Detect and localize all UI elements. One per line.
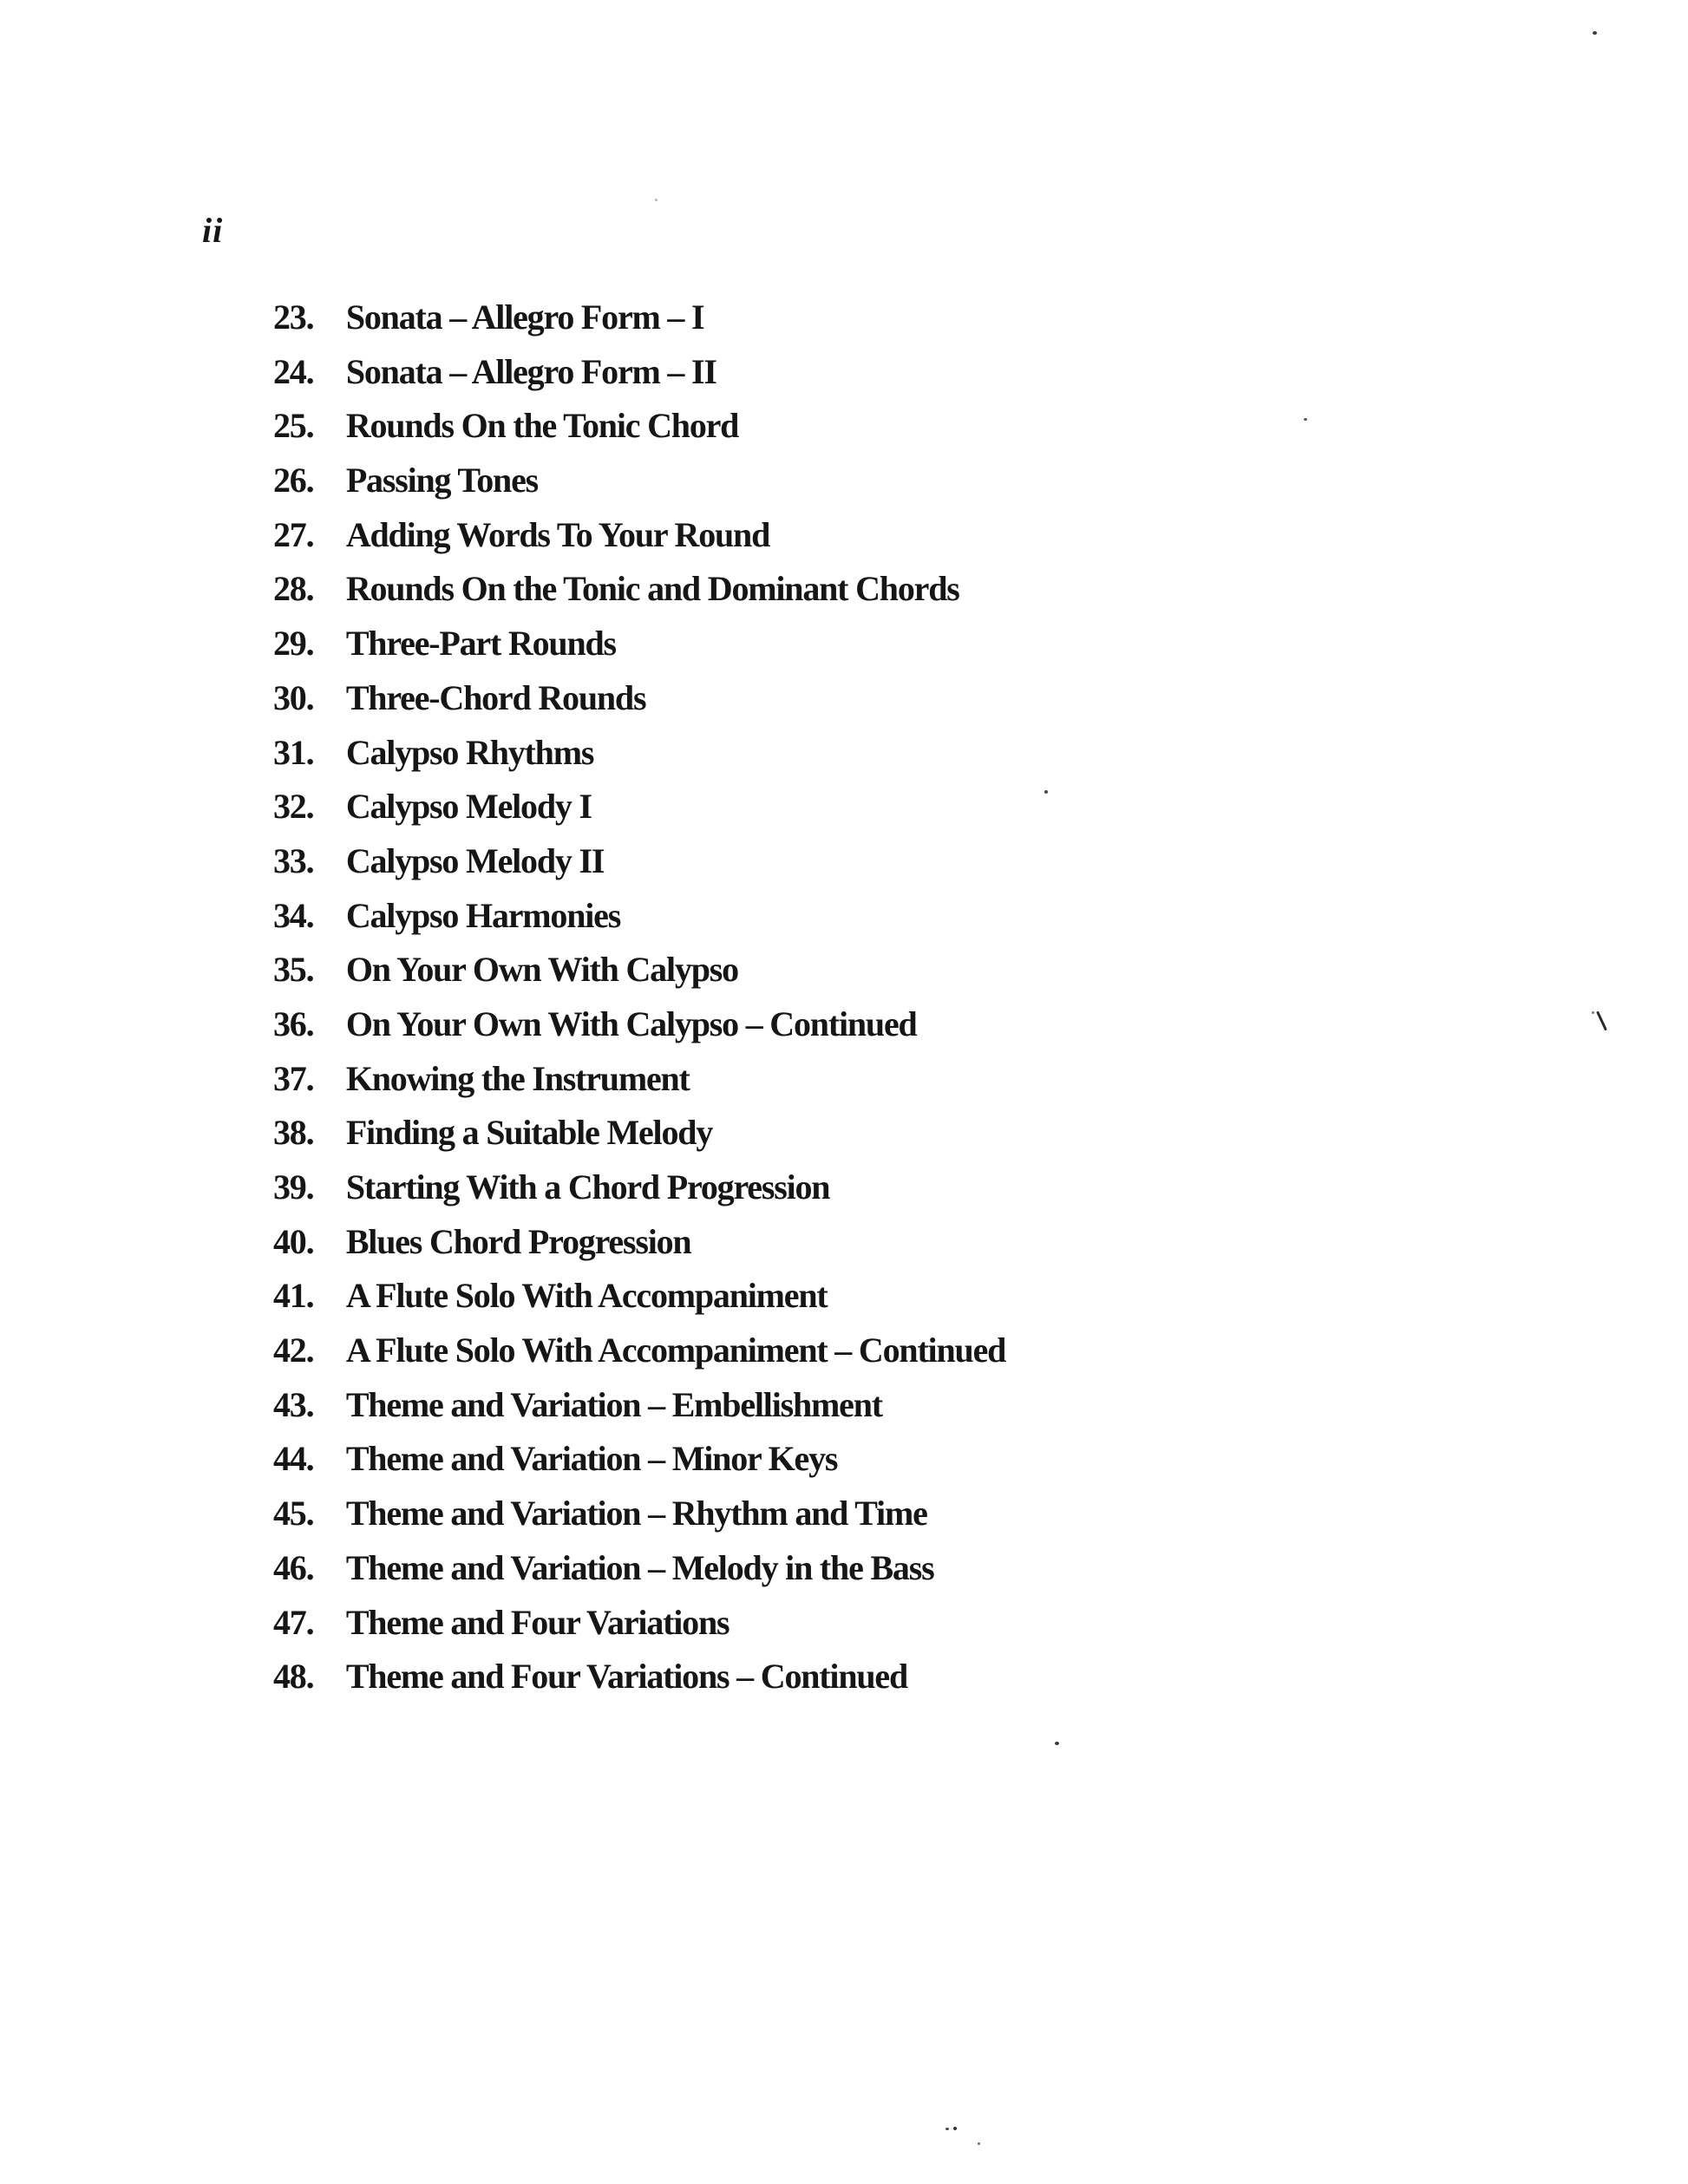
toc-item-title: Finding a Suitable Melody xyxy=(345,1113,713,1153)
toc-item-title: Calypso Melody II xyxy=(345,840,605,880)
toc-item xyxy=(273,671,1005,726)
scan-speck xyxy=(953,2127,957,2130)
toc-item xyxy=(273,997,1005,1052)
toc-item xyxy=(273,1596,1005,1651)
toc-item-title: Theme and Variation – Melody in the Bass xyxy=(345,1547,934,1587)
toc-item-number: 40. xyxy=(273,1221,314,1261)
toc-item-number: 30. xyxy=(273,677,314,717)
toc-item-number: 29. xyxy=(273,624,314,664)
toc-item-number: 33. xyxy=(273,840,314,880)
toc-list xyxy=(273,291,1005,1704)
toc-item xyxy=(273,1161,1005,1215)
toc-item xyxy=(273,399,1005,454)
toc-item-title: Rounds On the Tonic and Dominant Chords xyxy=(345,569,959,609)
toc-item xyxy=(273,780,1005,834)
toc-item-number: 31. xyxy=(273,732,314,772)
toc-item xyxy=(273,1541,1005,1596)
toc-item xyxy=(273,345,1005,400)
toc-item xyxy=(273,1324,1005,1378)
toc-item-number: 43. xyxy=(273,1384,314,1424)
toc-item-title: Starting With a Chord Progression xyxy=(345,1167,830,1206)
toc-item-title: Rounds On the Tonic Chord xyxy=(345,406,739,446)
scan-speck xyxy=(1044,790,1048,794)
scan-speck xyxy=(655,199,658,201)
toc-item-title: A Flute Solo With Accompaniment xyxy=(345,1276,828,1316)
toc-item xyxy=(273,1432,1005,1487)
toc-item-number: 41. xyxy=(273,1276,314,1316)
toc-item-number: 25. xyxy=(273,406,314,446)
toc-item xyxy=(273,562,1005,617)
toc-item xyxy=(273,291,1005,345)
toc-item-title: Sonata – Allegro Form – II xyxy=(345,351,716,391)
toc-item-title: Theme and Variation – Minor Keys xyxy=(345,1439,838,1479)
toc-item xyxy=(273,1269,1005,1324)
toc-item-title: Three-Chord Rounds xyxy=(345,677,646,717)
toc-item-title: Knowing the Instrument xyxy=(345,1058,690,1098)
toc-item xyxy=(273,834,1005,889)
toc-item-number: 38. xyxy=(273,1113,314,1153)
toc-item-number: 27. xyxy=(273,514,314,554)
toc-item-title: Calypso Melody I xyxy=(345,787,592,827)
toc-item xyxy=(273,1487,1005,1541)
toc-item xyxy=(273,1378,1005,1433)
toc-item xyxy=(273,726,1005,781)
scan-speck xyxy=(1304,418,1307,421)
toc-item-title: Adding Words To Your Round xyxy=(345,514,770,554)
toc-item-title: Three-Part Rounds xyxy=(345,624,616,664)
toc-item-number: 46. xyxy=(273,1547,314,1587)
toc-item xyxy=(273,1650,1005,1704)
toc-item-number: 26. xyxy=(273,461,314,500)
scan-speck xyxy=(1592,1011,1594,1014)
toc-item-number: 37. xyxy=(273,1058,314,1098)
toc-item xyxy=(273,454,1005,508)
toc-item xyxy=(273,1215,1005,1270)
page-number: ii xyxy=(202,211,224,250)
toc-item xyxy=(273,508,1005,563)
toc-item-title: On Your Own With Calypso xyxy=(345,950,738,990)
scan-speck xyxy=(978,2142,980,2145)
toc-item-title: Theme and Four Variations – Continued xyxy=(345,1657,908,1697)
toc-item-number: 24. xyxy=(273,351,314,391)
toc-item-title: A Flute Solo With Accompaniment – Continued xyxy=(345,1331,1006,1370)
scan-speck xyxy=(1593,31,1597,35)
scan-speck xyxy=(1055,1742,1059,1745)
toc-item-number: 45. xyxy=(273,1494,314,1533)
toc-item-number: 35. xyxy=(273,950,314,990)
toc-item-number: 44. xyxy=(273,1439,314,1479)
toc-item xyxy=(273,617,1005,671)
scan-stray-mark xyxy=(1596,1010,1607,1030)
scan-speck xyxy=(945,2128,949,2130)
toc-item-title: Sonata – Allegro Form – I xyxy=(345,298,704,337)
toc-item-number: 28. xyxy=(273,569,314,609)
toc-item-title: Passing Tones xyxy=(345,461,538,500)
toc-item-title: Blues Chord Progression xyxy=(345,1221,691,1261)
toc-item-title: Theme and Four Variations xyxy=(345,1602,730,1642)
toc-item-number: 42. xyxy=(273,1331,314,1370)
toc-item-number: 34. xyxy=(273,895,314,935)
toc-item-title: Calypso Rhythms xyxy=(345,732,594,772)
toc-item-title: Theme and Variation – Embellishment xyxy=(345,1384,882,1424)
toc-item xyxy=(273,943,1005,997)
toc-item-title: Theme and Variation – Rhythm and Time xyxy=(345,1494,927,1533)
toc-item-number: 39. xyxy=(273,1167,314,1206)
toc-item-number: 32. xyxy=(273,787,314,827)
toc-item xyxy=(273,1052,1005,1107)
toc-item-number: 48. xyxy=(273,1657,314,1697)
toc-item-number: 23. xyxy=(273,298,314,337)
toc-item xyxy=(273,1106,1005,1161)
toc-item-number: 36. xyxy=(273,1004,314,1043)
toc-item-number: 47. xyxy=(273,1602,314,1642)
toc-item-title: Calypso Harmonies xyxy=(345,895,621,935)
toc-item xyxy=(273,889,1005,944)
toc-item-title: On Your Own With Calypso – Continued xyxy=(345,1004,917,1043)
